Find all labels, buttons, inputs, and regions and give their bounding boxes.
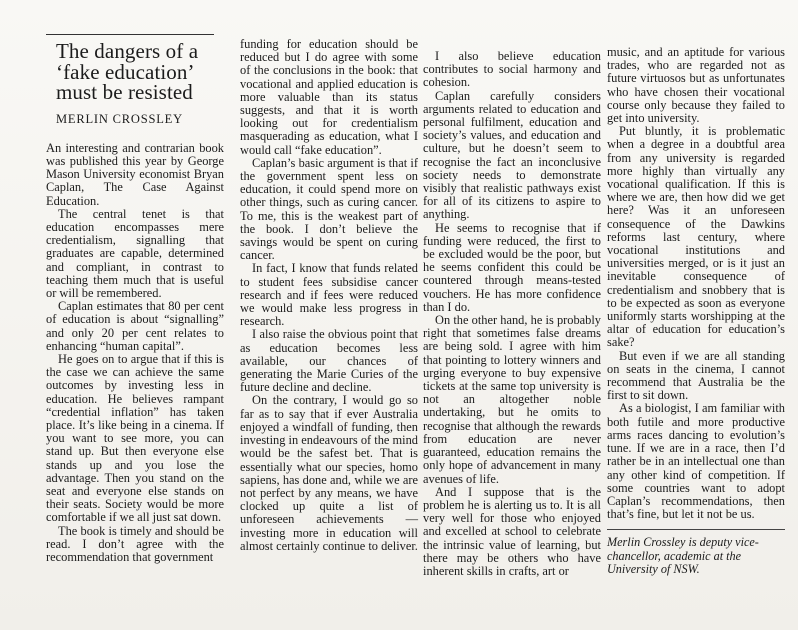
author-bio <box>607 536 785 577</box>
paragraph: I also raise the obvious point that as education becomes less available, our chances of generating the Marie Curies of the future decline and decline. <box>240 327 418 395</box>
byline: MERLIN CROSSLEY <box>56 111 183 126</box>
paragraph: music, and an aptitude for various trades, who are regarded not as future virtuosos but as unfortunates who have chosen their vocational course only because they failed to get into university. <box>607 45 785 126</box>
column-3 <box>423 50 601 578</box>
bio-rule <box>607 529 785 530</box>
paragraph: Caplan’s basic argument is that if the government spent less on education, it could spend more on other things, such as curing cancer. To me, this is the weakest part of the book. I don’t believe the savings would be spent on curing cancer. <box>240 155 418 263</box>
paragraph: He goes on to argue that if this is the case we can achieve the same outcomes by investing less in education. He believes rampant “credential inflation” has taken place. It’s like being in a cinema. If you want to see more, you can stand up. But then everyone else stands up and you lose the advantage. Then you stand on the seat and everyone else stands on their seats. Society would be more comfortable if we all just sat down. <box>46 351 224 525</box>
headline-line: ‘fake education’ <box>56 59 195 84</box>
paragraph: funding for education should be reduced but I do agree with some of the conclusions in the book: that vocational and applied education is more valuable than its status suggests, and that it is worth looking out for credentialism masquerading as education, what I would call “fake education”. <box>240 37 418 157</box>
paragraph: And I suppose that is the problem he is alerting us to. It is all very well for those who enjoyed and excelled at school to celebrate the intrinsic value of learning, but there may be others who have inherent skills in crafts, art or <box>423 484 601 578</box>
headline-line: must be resisted <box>56 80 193 104</box>
paragraph: In fact, I know that funds related to student fees subsidise cancer research and if fees were reduced we would make less progress in research. <box>240 261 418 329</box>
paragraph: The book is timely and should be read. I don’t agree with the recommendation that government <box>46 523 224 564</box>
paragraph: The central tenet is that education encompasses mere credentialism, signalling that graduates are capable, determined and compliant, in contrast to teaching them much that is useful or will be remembered. <box>46 206 224 300</box>
column-4 <box>607 46 785 577</box>
paragraph: But even if we are all standing on seats in the cinema, I cannot recommend that Australia be the first to sit down. <box>607 348 785 403</box>
paragraph: Caplan carefully considers arguments related to education and personal fulfilment, education and society’s values, and education and culture, but he doesn’t seem to recognise the fact an inconclusive society needs to demonstrate visibly that realistic pathways exist for all of its citizens to aspire to anything. <box>423 88 601 222</box>
paragraph: Put bluntly, it is problematic when a degree in a doubtful area from any university is regarded more highly than virtually any vocational qualification. If this is where we are, then how did we get here? Was it an unforeseen consequence of the Dawkins reforms last century, where vocational institutions and universities merged, or is it just an inevitable consequence of credentialism and snobbery that is to be expected as soon as everyone uniformly starts worshipping at the altar of education for education’s sake? <box>607 124 785 350</box>
column-2 <box>240 38 418 553</box>
paragraph: He seems to recognise that if funding were reduced, the first to be excluded would be the poor, but he seems confident this could be countered through means-tested vouchers. He has more confidence than I do. <box>423 220 601 314</box>
column-1 <box>46 0 224 564</box>
paragraph: I also believe education contributes to social harmony and cohesion. <box>423 49 601 90</box>
paragraph: On the other hand, he is probably right that sometimes false dreams are being sold. I agree with him that pointing to lottery winners and urging everyone to buy expensive tickets at the same top university is not an altogether noble undertaking, but he omits to recognise that although the rewards from education are never guaranteed, education remains the only hope of advancement in many avenues of life. <box>423 313 601 486</box>
headline <box>56 41 224 103</box>
headline-line: The dangers of a <box>56 39 199 63</box>
paragraph: On the contrary, I would go so far as to say that if ever Australia enjoyed a windfall of funding, then investing in endeavours of the mind would be the safest bet. That is essentially what our species, homo sapiens, has done and, while we are not perfect by any means, we have clocked up quite a list of unforeseen achievements — investing more in education will almost certainly continue to deliver. <box>240 393 418 553</box>
headline-rule <box>46 34 214 35</box>
paragraph: An interesting and contrarian book was published this year by George Mason University economist Bryan Caplan, The Case Against Education. <box>46 140 224 208</box>
paragraph: As a biologist, I am familiar with both futile and more productive arms races dancing to evolution’s tune. If we are in a race, then I’d rather be in an intellectual one than any other kind of competition. If some countries want to adopt Caplan’s recommendations, then that’s fine, but let it not be us. <box>607 401 785 522</box>
author-bio-text: Merlin Crossley is deputy vice-chancellor, academic at the University of NSW. <box>607 535 759 577</box>
paragraph: Caplan estimates that 80 per cent of education is about “signalling” and only 20 per cent relates to enhancing “human capital”. <box>46 299 224 353</box>
